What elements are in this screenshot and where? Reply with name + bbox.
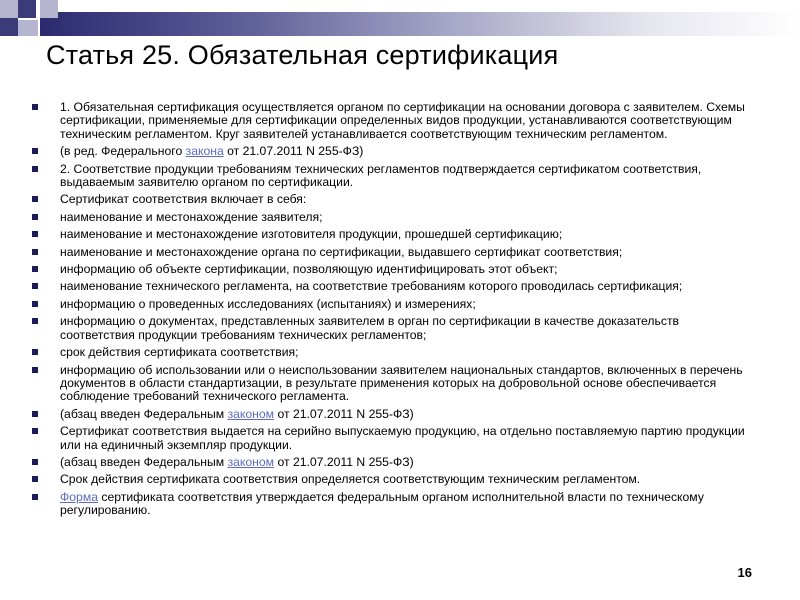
bullet-icon: [32, 318, 38, 324]
list-item: [30, 364, 745, 404]
form-link[interactable]: Форма: [60, 489, 98, 504]
item-text: наименование и местонахождение заявителя;: [60, 209, 323, 224]
list-item: [30, 298, 745, 311]
list-item: [30, 456, 745, 469]
bullet-icon: [32, 249, 38, 255]
item-text: от 21.07.2011 N 255-ФЗ): [223, 144, 364, 159]
list-item: [30, 263, 745, 276]
list-item: [30, 346, 745, 359]
list-item: [30, 193, 745, 206]
list-item: [30, 408, 745, 421]
item-text: от 21.07.2011 N 255-ФЗ): [274, 454, 414, 469]
item-text: информацию о проведенных исследованиях (испытаниях) и измерениях;: [60, 296, 476, 311]
list-item: [30, 246, 745, 259]
law-link[interactable]: закона: [185, 144, 224, 159]
item-text: информацию о документах, представленных заявителем в орган по сертификации в качестве доказательств соответствия продукции требованиям технических регламентов;: [60, 314, 680, 342]
item-text: наименование и местонахождение изготовителя продукции, прошедшей сертификацию;: [60, 227, 563, 242]
list-item: [30, 101, 745, 141]
bullet-icon: [32, 411, 38, 417]
bullet-icon: [32, 266, 38, 272]
list-item: [30, 473, 745, 486]
article-list: [30, 101, 745, 522]
law-link[interactable]: законом: [227, 406, 275, 421]
item-text: (в ред. Федерального: [60, 144, 186, 159]
list-item: [30, 145, 745, 158]
item-text: 1. Обязательная сертификация осуществляется органом по сертификации на основании договора с заявителем. Схемы сертификации, применяемые для сертификации определенных видов продукции, устанавливаются соответствующим техническим регламентом. Круг заявителей устанавливается соответствующим техническим регламентом.: [60, 100, 745, 141]
bullet-icon: [32, 459, 38, 465]
bullet-icon: [32, 231, 38, 237]
bullet-icon: [32, 148, 38, 154]
list-item: [30, 425, 745, 452]
bullet-icon: [32, 104, 38, 110]
list-item: [30, 491, 745, 518]
page-number: 16: [737, 565, 752, 580]
item-text: (абзац введен Федеральным: [60, 454, 228, 469]
list-item: [30, 163, 745, 190]
item-text: наименование технического регламента, на соответствие требованиям которого проводилась сертификация;: [60, 279, 683, 294]
bullet-icon: [32, 166, 38, 172]
bullet-icon: [32, 349, 38, 355]
list-item: [30, 228, 745, 241]
list-item: [30, 280, 745, 293]
bullet-icon: [32, 214, 38, 220]
list-item: [30, 315, 745, 342]
header-band: [40, 12, 800, 36]
item-text: сертификата соответствия утверждается федеральным органом исполнительной власти по техническому регулированию.: [60, 489, 704, 518]
bullet-icon: [32, 196, 38, 202]
item-text: Срок действия сертификата соответствия определяется соответствующим техническим регламентом.: [60, 472, 641, 487]
bullet-icon: [32, 428, 38, 434]
bullet-icon: [32, 476, 38, 482]
bullet-icon: [32, 367, 38, 373]
item-text: информацию об объекте сертификации, позволяющую идентифицировать этот объект;: [60, 262, 558, 277]
bullet-icon: [32, 494, 38, 500]
item-text: наименование и местонахождение органа по сертификации, выдавшего сертификат соответствия;: [60, 244, 623, 259]
item-text: Сертификат соответствия выдается на серийно выпускаемую продукцию, на отдельно поставляемую партию продукции или на единичный экземпляр продукции.: [60, 424, 745, 452]
item-text: срок действия сертификата соответствия;: [60, 345, 299, 360]
law-link[interactable]: законом: [227, 454, 275, 469]
list-item: [30, 211, 745, 224]
bullet-icon: [32, 301, 38, 307]
item-text: 2. Соответствие продукции требованиям технических регламентов подтверждается сертификатом соответствия, выдаваемым заявителю органом по сертификации.: [60, 161, 702, 190]
bullet-icon: [32, 283, 38, 289]
item-text: информацию об использовании или о неиспользовании заявителем национальных стандартов, включенных в перечень документов в области стандартизации, в результате применения которых на добровольной основе обеспечивается соблюдение требований технического регламента.: [60, 362, 743, 404]
slide-title: Статья 25. Обязательная сертификация: [46, 40, 559, 70]
item-text: Сертификат соответствия включает в себя:: [60, 192, 307, 207]
item-text: (абзац введен Федеральным: [60, 406, 228, 421]
item-text: от 21.07.2011 N 255-ФЗ): [274, 406, 414, 421]
